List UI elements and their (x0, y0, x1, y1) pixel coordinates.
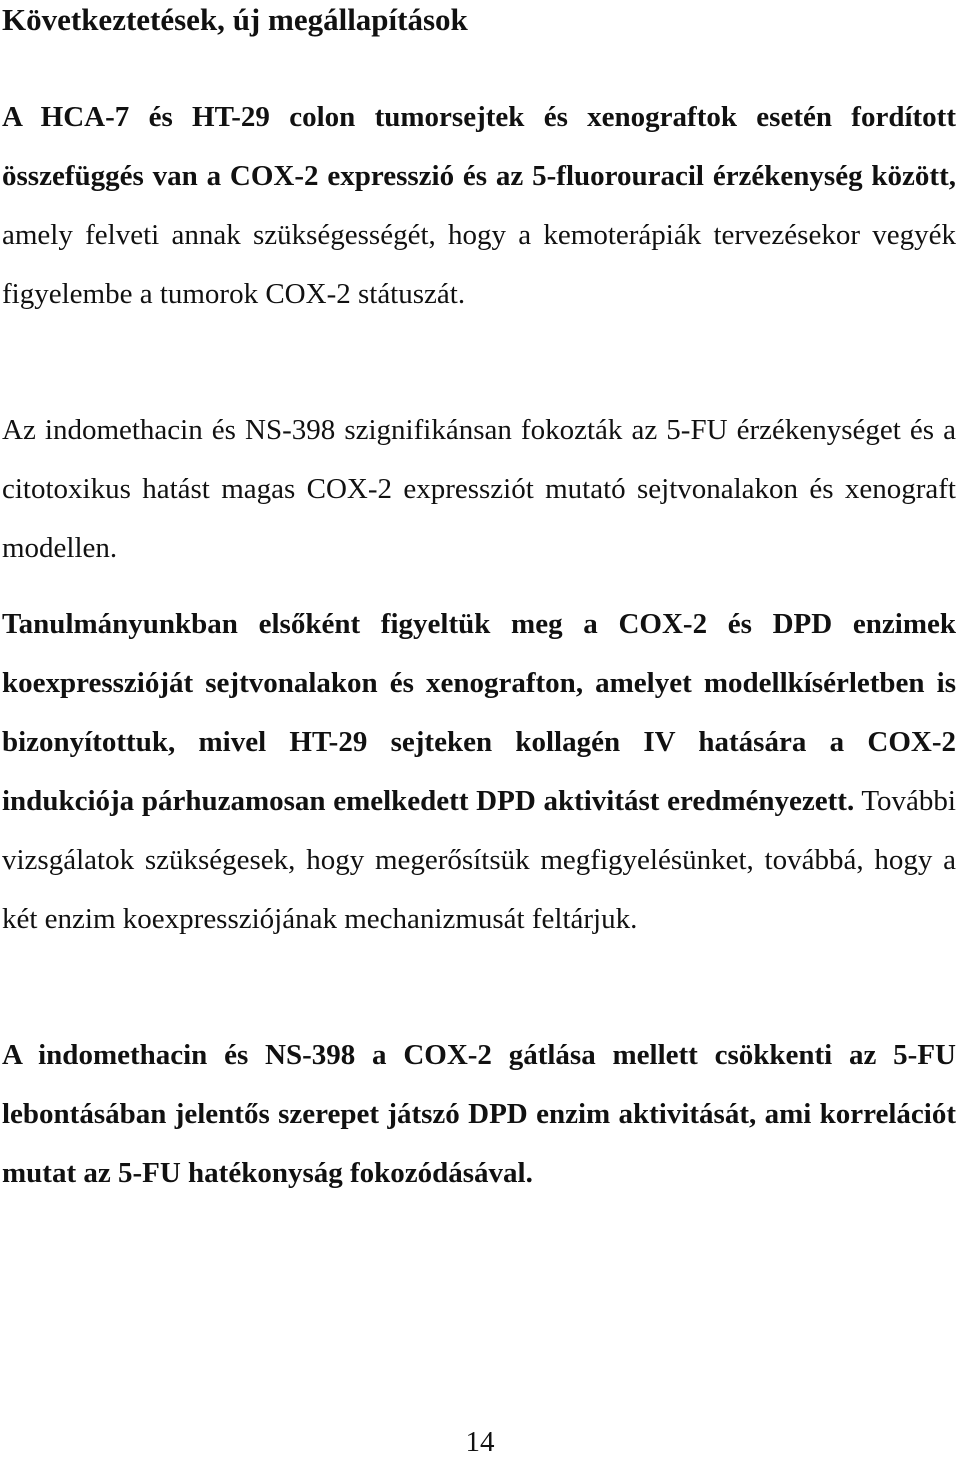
paragraph-conclusion-1 (2, 88, 956, 324)
document-page (2, 0, 956, 1189)
heading-regular-text: Következtetések, (2, 2, 233, 37)
section-heading (2, 0, 956, 40)
page-number: 14 (465, 1426, 495, 1458)
paragraph-conclusion-4 (2, 1026, 956, 1203)
paragraph-conclusion-2 (2, 401, 956, 578)
paragraph-conclusion-3 (2, 595, 956, 949)
paragraph-4-bold-text: A indomethacin és NS-398 a COX-2 gátlása mellett csökkenti az 5-FU lebontásában jelentős szerepet játszó DPD enzim aktivitását, ami korrelációt mutat az 5-FU hatékonyság fokozódásával. (2, 1039, 956, 1189)
paragraph-3-regular-text: További vizsgálatok szükségesek, hogy megerősítsük megfigyelésünket, továbbá, hogy a két enzim koexpressziójának mechanizmusát feltárjuk. (2, 785, 956, 935)
paragraph-2-text: Az indomethacin és NS-398 szignifikánsan fokozták az 5-FU érzékenységet és a citotoxikus hatást magas COX-2 expressziót mutató sejtvonalakon és xenograft modellen. (2, 414, 956, 564)
paragraph-1-bold-text: A HCA-7 és HT-29 colon tumorsejtek és xenograftok esetén fordított összefüggés van a COX-2 expresszió és az 5-fluorouracil érzékenység között, (2, 101, 956, 192)
paragraph-1-regular-text: amely felveti annak szükségességét, hogy a kemoterápiák tervezésekor vegyék figyelembe a tumorok COX-2 státuszát. (2, 219, 956, 310)
paragraph-3-bold-text: Tanulmányunkban elsőként figyeltük meg a COX-2 és DPD enzimek koexpresszióját sejtvonalakon és xenografton, amelyet modellkísérletben is bizonyítottuk, mivel HT-29 sejteken kollagén IV hatására a COX-2 indukciója párhuzamosan emelkedett DPD aktivitást eredményezett. (2, 608, 956, 817)
heading-bold-text: új megállapítások (232, 2, 468, 37)
